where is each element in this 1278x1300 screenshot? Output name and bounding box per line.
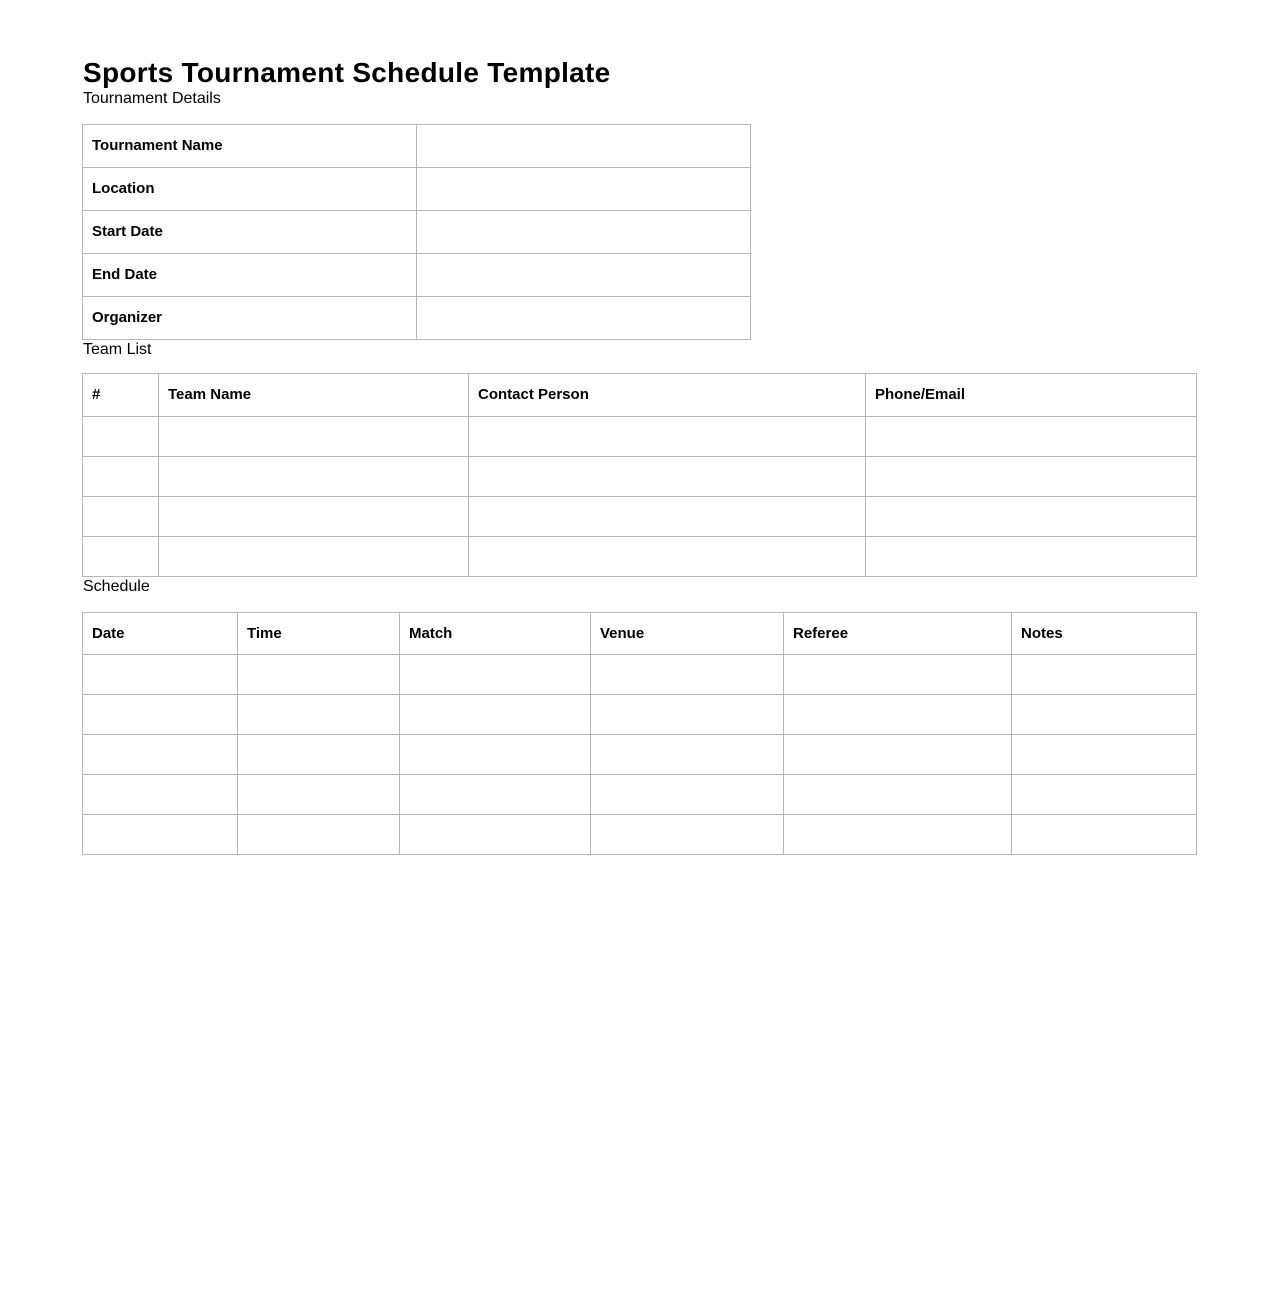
- team-name-cell[interactable]: [159, 537, 469, 577]
- field-value-location[interactable]: [417, 168, 751, 211]
- time-cell[interactable]: [238, 815, 400, 855]
- phone-email-cell[interactable]: [866, 537, 1197, 577]
- time-cell[interactable]: [238, 775, 400, 815]
- field-label-organizer: Organizer: [83, 297, 417, 340]
- table-row: [83, 168, 751, 211]
- venue-cell[interactable]: [591, 735, 784, 775]
- table-row: [83, 417, 1197, 457]
- notes-cell[interactable]: [1012, 655, 1197, 695]
- match-cell[interactable]: [400, 815, 591, 855]
- team-list-table: [82, 373, 1197, 577]
- table-row: [83, 775, 1197, 815]
- match-cell[interactable]: [400, 735, 591, 775]
- venue-cell[interactable]: [591, 655, 784, 695]
- venue-cell[interactable]: [591, 695, 784, 735]
- referee-cell[interactable]: [784, 775, 1012, 815]
- section-heading-tournament-details: Tournament Details: [83, 90, 221, 107]
- table-row: [83, 815, 1197, 855]
- date-cell[interactable]: [83, 815, 238, 855]
- column-header-phone-email: Phone/Email: [866, 374, 1197, 417]
- table-row: [83, 211, 751, 254]
- time-cell[interactable]: [238, 735, 400, 775]
- date-cell[interactable]: [83, 695, 238, 735]
- venue-cell[interactable]: [591, 815, 784, 855]
- time-cell[interactable]: [238, 655, 400, 695]
- referee-cell[interactable]: [784, 815, 1012, 855]
- notes-cell[interactable]: [1012, 735, 1197, 775]
- table-row: [83, 125, 751, 168]
- date-cell[interactable]: [83, 735, 238, 775]
- field-value-organizer[interactable]: [417, 297, 751, 340]
- team-name-cell[interactable]: [159, 497, 469, 537]
- table-row: [83, 655, 1197, 695]
- notes-cell[interactable]: [1012, 695, 1197, 735]
- table-row: [83, 695, 1197, 735]
- notes-cell[interactable]: [1012, 815, 1197, 855]
- notes-cell[interactable]: [1012, 775, 1197, 815]
- team-number-cell[interactable]: [83, 497, 159, 537]
- table-header-row: [83, 613, 1197, 655]
- match-cell[interactable]: [400, 775, 591, 815]
- phone-email-cell[interactable]: [866, 457, 1197, 497]
- match-cell[interactable]: [400, 655, 591, 695]
- referee-cell[interactable]: [784, 735, 1012, 775]
- column-header-referee: Referee: [784, 613, 1012, 655]
- column-header-time: Time: [238, 613, 400, 655]
- field-value-end-date[interactable]: [417, 254, 751, 297]
- contact-person-cell[interactable]: [469, 417, 866, 457]
- schedule-table: [82, 612, 1197, 855]
- table-row: [83, 457, 1197, 497]
- date-cell[interactable]: [83, 775, 238, 815]
- phone-email-cell[interactable]: [866, 417, 1197, 457]
- time-cell[interactable]: [238, 695, 400, 735]
- field-label-location: Location: [83, 168, 417, 211]
- field-value-start-date[interactable]: [417, 211, 751, 254]
- column-header-notes: Notes: [1012, 613, 1197, 655]
- contact-person-cell[interactable]: [469, 457, 866, 497]
- table-row: [83, 297, 751, 340]
- table-row: [83, 537, 1197, 577]
- page-title: Sports Tournament Schedule Template: [83, 57, 611, 88]
- column-header-match: Match: [400, 613, 591, 655]
- column-header-contact-person: Contact Person: [469, 374, 866, 417]
- team-number-cell[interactable]: [83, 537, 159, 577]
- table-row: [83, 254, 751, 297]
- match-cell[interactable]: [400, 695, 591, 735]
- table-row: [83, 497, 1197, 537]
- team-name-cell[interactable]: [159, 457, 469, 497]
- venue-cell[interactable]: [591, 775, 784, 815]
- referee-cell[interactable]: [784, 655, 1012, 695]
- column-header-number: #: [83, 374, 159, 417]
- contact-person-cell[interactable]: [469, 537, 866, 577]
- section-heading-schedule: Schedule: [83, 578, 150, 595]
- phone-email-cell[interactable]: [866, 497, 1197, 537]
- column-header-team-name: Team Name: [159, 374, 469, 417]
- table-header-row: [83, 374, 1197, 417]
- date-cell[interactable]: [83, 655, 238, 695]
- contact-person-cell[interactable]: [469, 497, 866, 537]
- referee-cell[interactable]: [784, 695, 1012, 735]
- column-header-venue: Venue: [591, 613, 784, 655]
- table-row: [83, 735, 1197, 775]
- section-heading-team-list: Team List: [83, 341, 152, 358]
- team-number-cell[interactable]: [83, 417, 159, 457]
- field-label-tournament-name: Tournament Name: [83, 125, 417, 168]
- team-number-cell[interactable]: [83, 457, 159, 497]
- tournament-details-table: [82, 124, 751, 340]
- field-label-end-date: End Date: [83, 254, 417, 297]
- field-label-start-date: Start Date: [83, 211, 417, 254]
- team-name-cell[interactable]: [159, 417, 469, 457]
- field-value-tournament-name[interactable]: [417, 125, 751, 168]
- column-header-date: Date: [83, 613, 238, 655]
